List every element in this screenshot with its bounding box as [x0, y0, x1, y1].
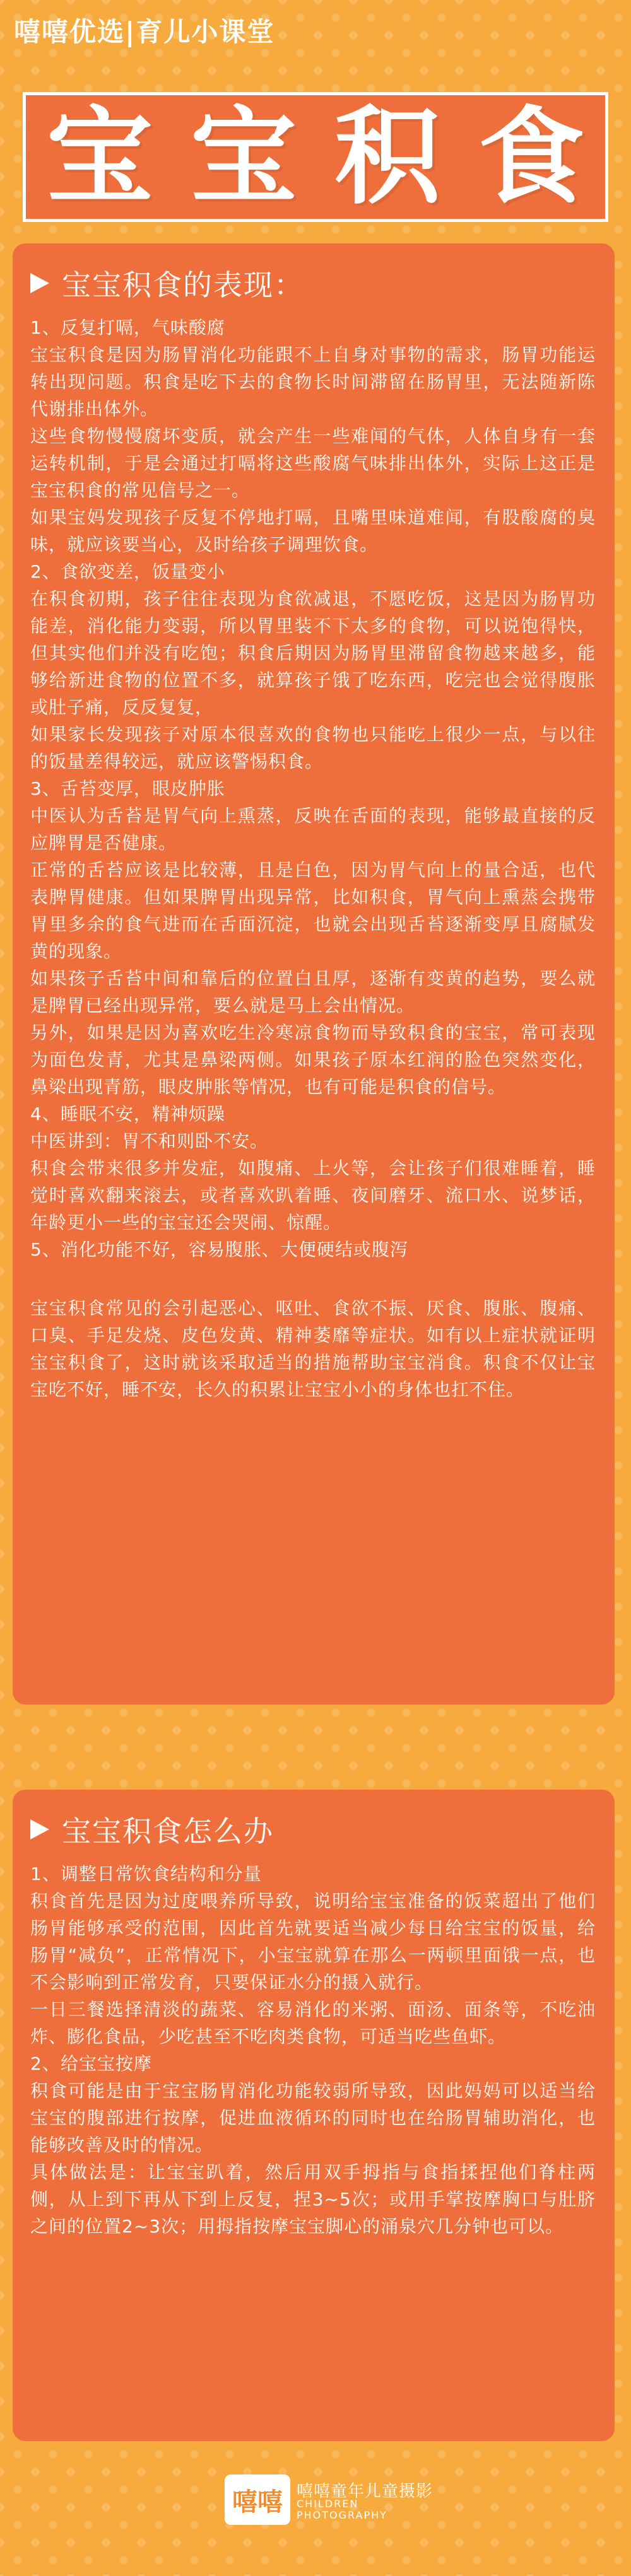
paragraph: 另外，如果是因为喜欢吃生冷寒凉食物而导致积食的宝宝，常可表现为面色发青，尤其是鼻梁两侧。如果孩子原本红润的脸色突然变化，鼻梁出现青筋，眼皮肿胀等情况，也有可能是积食的信号。 — [30, 1022, 596, 1097]
brand-name: 嘻嘻童年儿童摄影 — [297, 2482, 433, 2501]
paragraph: 如果孩子舌苔中间和靠后的位置白且厚，逐渐有变黄的趋势，要么就是脾胃已经出现异常，要么就是马上会出情况。 — [30, 968, 596, 1016]
remedies-body — [30, 1860, 596, 2240]
paragraph: 2、食欲变差，饭量变小 — [30, 561, 225, 582]
paragraph: 宝宝积食常见的会引起恶心、呕吐、食欲不振、厌食、腹胀、腹痛、口臭、手足发烧、皮色发黄、精神萎靡等症状。如有以上症状就证明宝宝积食了，这时就该采取适当的措施帮助宝宝消食。积食不仅让宝宝吃不好，睡不安，长久的积累让宝宝小小的身体也扛不住。 — [30, 1298, 596, 1400]
symptoms-card — [13, 243, 615, 1705]
brand-name-en — [297, 2498, 387, 2521]
paragraph: 4、睡眠不安，精神烦躁 — [30, 1104, 225, 1124]
remedies-card-header — [30, 1809, 596, 1850]
symptoms-body — [30, 314, 596, 1403]
symptoms-card-header — [30, 262, 596, 304]
paragraph: 3、舌苔变厚，眼皮肿胀 — [30, 778, 225, 799]
paragraph: 中医讲到：胃不和则卧不安。 — [30, 1131, 269, 1151]
paragraph: 在积食初期，孩子往往表现为食欲减退，不愿吃饭，这是因为肠胃功能差，消化能力变弱，所以胃里装不下太多的食物，可以说饱得快，但其实他们并没有吃饱；积食后期因为肠胃里滞留食物越来越多，能够给新进食物的位置不多，就算孩子饿了吃东西，吃完也会觉得腹胀或肚子痛，反反复复， — [30, 588, 596, 718]
paragraph: 1、反复打嗝，气味酸腐 — [30, 317, 225, 338]
symptoms-heading: 宝宝积食的表现： — [62, 268, 304, 302]
paragraph: 如果家长发现孩子对原本很喜欢的食物也只能吃上很少一点，与以往的饭量差得较远，就应该警惕积食。 — [30, 724, 596, 772]
paragraph: 如果宝妈发现孩子反复不停地打嗝，且嘴里味道难闻，有股酸腐的臭味，就应该要当心，及时给孩子调理饮食。 — [30, 507, 596, 555]
paragraph: 5、消化功能不好，容易腹胀、大便硬结或腹泻 — [30, 1239, 408, 1260]
paragraph: 具体做法是：让宝宝趴着，然后用双手拇指与食指揉捏他们脊柱两侧，从上到下再从下到上反复，捏3~5次；或用手掌按摩胸口与肚脐之间的位置2~3次；用拇指按摩宝宝脚心的涌泉穴几分钟也可以。 — [30, 2162, 596, 2237]
page-title: 宝宝积食 — [47, 95, 622, 219]
remedies-heading: 宝宝积食怎么办 — [62, 1814, 274, 1848]
remedies-card — [13, 1790, 615, 2441]
play-triangle-icon — [30, 273, 49, 293]
paragraph: 2、给宝宝按摩 — [30, 2053, 152, 2074]
brand-logo: 嘻嘻 — [225, 2474, 290, 2525]
paragraph: 中医认为舌苔是胃气向上熏蒸，反映在舌面的表现，能够最直接的反应脾胃是否健康。 — [30, 805, 596, 853]
paragraph: 宝宝积食是因为肠胃消化功能跟不上自身对事物的需求，肠胃功能运转出现问题。积食是吃下去的食物长时间滞留在肠胃里，无法随新陈代谢排出体外。 — [30, 344, 596, 419]
paragraph: 积食会带来很多并发症，如腹痛、上火等，会让孩子们很难睡着，睡觉时喜欢翻来滚去，或者喜欢趴着睡、夜间磨牙、流口水、说梦话，年龄更小一些的宝宝还会哭闹、惊醒。 — [30, 1158, 596, 1233]
paragraph: 一日三餐选择清淡的蔬菜、容易消化的米粥、面汤、面条等，不吃油炸、膨化食品，少吃甚至不吃肉类食物，可适当吃些鱼虾。 — [30, 1999, 596, 2047]
paragraph: 正常的舌苔应该是比较薄，且是白色，因为胃气向上的量合适，也代表脾胃健康。但如果脾胃出现异常，比如积食，胃气向上熏蒸会携带胃里多余的食气进而在舌面沉淀，也就会出现舌苔逐渐变厚且腐腻发黄的现象。 — [30, 860, 596, 962]
paragraph: 积食可能是由于宝宝肠胃消化功能较弱所导致，因此妈妈可以适当给宝宝的腹部进行按摩，促进血液循环的同时也在给肠胃辅助消化，也能够改善及时的情况。 — [30, 2080, 596, 2155]
page-title-banner — [23, 92, 622, 222]
brand-header: 嘻嘻优选|育儿小课堂 — [14, 16, 275, 47]
brand-name-en-line: CHILDREN — [297, 2498, 359, 2510]
paragraph: 积食首先是因为过度喂养所导致，说明给宝宝准备的饭菜超出了他们肠胃能够承受的范围，因此首先就要适当减少每日给宝宝的饭量，给肠胃“减负”，正常情况下，小宝宝就算在那么一两顿里面饿一点，也不会影响到正常发育，只要保证水分的摄入就行。 — [30, 1891, 596, 1993]
paragraph: 1、调整日常饮食结构和分量 — [30, 1863, 262, 1884]
brand-name-en-line: PHOTOGRAPHY — [297, 2509, 387, 2521]
footer-brand — [0, 2452, 631, 2553]
play-triangle-icon — [30, 1819, 49, 1839]
paragraph: 这些食物慢慢腐坏变质，就会产生一些难闻的气体，人体自身有一套运转机制，于是会通过打嗝将这些酸腐气味排出体外，实际上这正是宝宝积食的常见信号之一。 — [30, 426, 596, 501]
